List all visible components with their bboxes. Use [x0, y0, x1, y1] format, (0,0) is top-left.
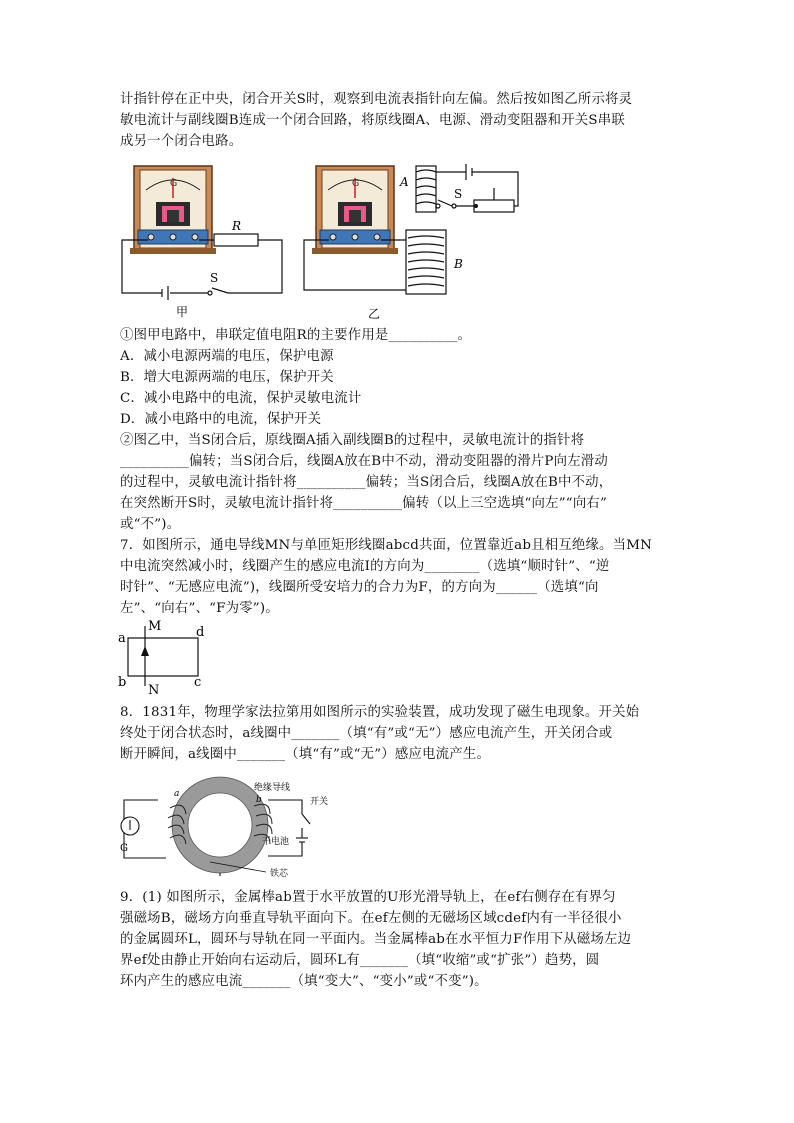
q9-line-2: 强磁场B，磁场方向垂直导轨平面向下。在ef左侧的无磁场区域cdef内有一半径很小	[120, 911, 622, 926]
q9-line-3: 的金属圆环L，圆环与导轨在同一平面内。当金属棒ab在水平恒力F作用下从磁场左边	[120, 932, 632, 947]
galvanometer-right	[312, 166, 398, 254]
q7-line-2: 中电流突然减小时，线圈产生的感应电流I的方向为________（选填“顺时针”、“逆	[120, 559, 610, 574]
q9-line-4: 界ef处由静止开始向右运动后，圆环L有_______（填“收缩”或“扩张”）趋势，圆	[120, 953, 600, 968]
q6-option-a: A．减小电源两端的电压，保护电源	[120, 349, 334, 364]
toroid-meter-G: G	[120, 843, 128, 854]
label-B: B	[454, 257, 463, 271]
coil-b-label: b	[256, 795, 262, 805]
intro-line-1: 计指针停在正中央，闭合开关S时，观察到电流表指针向左偏。然后按如图乙所示将灵	[120, 92, 633, 107]
switch-label: 开关	[310, 797, 329, 807]
caption-left: 甲	[176, 305, 189, 319]
corner-a: a	[118, 631, 126, 646]
wire-end-N: N	[148, 683, 160, 696]
q7-line-1: 7．如图所示，通电导线MN与单匝矩形线圈abcd共面，位置靠近ab且相互绝缘。当MN	[120, 538, 653, 553]
label-R: R	[232, 219, 242, 233]
label-A: A	[400, 175, 409, 189]
q6-option-b: B．增大电源两端的电压，保护开关	[120, 370, 334, 385]
core-label: 铁芯	[270, 869, 289, 879]
caption-right: 乙	[368, 307, 381, 321]
intro-line-3: 成另一个闭合电路。	[120, 134, 243, 149]
q9-line-1: 9．(1) 如图所示，金属棒ab置于水平放置的U形光滑导轨上，在ef右侧存在有界匀	[120, 890, 616, 905]
q8-line-1: 8．1831年，物理学家法拉第用如图所示的实验装置，成功发现了磁生电现象。开关始	[120, 705, 640, 720]
q7-line-3: 时针”、“无感应电流”)，线圈所受安培力的合力为F，的方向为______（选填“向	[120, 580, 599, 595]
coil-a-label: a	[174, 789, 180, 799]
q6-part1-stem: ①图甲电路中，串联定值电阻R的主要作用是__________。	[120, 328, 472, 343]
corner-d: d	[196, 625, 205, 640]
label-S-right: S	[454, 187, 463, 201]
insulated-wire-label: 绝缘导线	[254, 783, 291, 793]
q8-line-2: 终处于闭合状态时，a线圈中_______（填“有”或“无”）感应电流产生，开关闭合或	[120, 726, 613, 741]
battery-label: 干电池	[262, 837, 290, 847]
q6-option-c: C．减小电路中的电流，保护灵敏电流计	[120, 391, 362, 406]
q8-line-3: 断开瞬间，a线圈中_______（填“有”或“无”）感应电流产生。	[120, 747, 491, 762]
wire-end-M: M	[148, 619, 162, 634]
q6-part2-line-4: 在突然断开S时，灵敏电流计指针将__________偏转（以上三空选填“向左”“向右”	[120, 496, 608, 511]
meter-letter-right: G	[352, 179, 360, 189]
q6-option-d: D．减小电路中的电流，保护开关	[120, 412, 322, 427]
meter-letter-left: G	[170, 179, 178, 189]
q6-part2-line-2: __________偏转；当S闭合后，线圈A放在B中不动，滑动变阻器的滑片P向左滑动	[120, 454, 608, 469]
galvanometer-left	[130, 166, 216, 254]
galvanometer-circuits-figure	[120, 158, 540, 323]
q7-line-4: 左”、“向右”、“F为零”)。	[120, 601, 279, 616]
wire-loop-figure	[118, 618, 218, 696]
q6-part2-line-1: ②图乙中，当S闭合后，原线圈A插入副线圈B的过程中，灵敏电流计的指针将	[120, 433, 585, 448]
q6-part2-line-3: 的过程中，灵敏电流计指针将__________偏转；当S闭合后，线圈A放在B中不动，	[120, 475, 613, 490]
corner-c: c	[194, 675, 202, 690]
q6-part2-line-5: 或“不”)。	[120, 517, 181, 532]
q9-line-5: 环内产生的感应电流_______（填“变大”、“变小”或“不变”)。	[120, 974, 488, 989]
intro-line-2: 敏电流计与副线圈B连成一个闭合回路，将原线圈A、电源、滑动变阻器和开关S串联	[120, 113, 625, 128]
corner-b: b	[118, 675, 127, 690]
label-S-left: S	[210, 271, 219, 285]
faraday-toroid-figure	[118, 770, 348, 880]
